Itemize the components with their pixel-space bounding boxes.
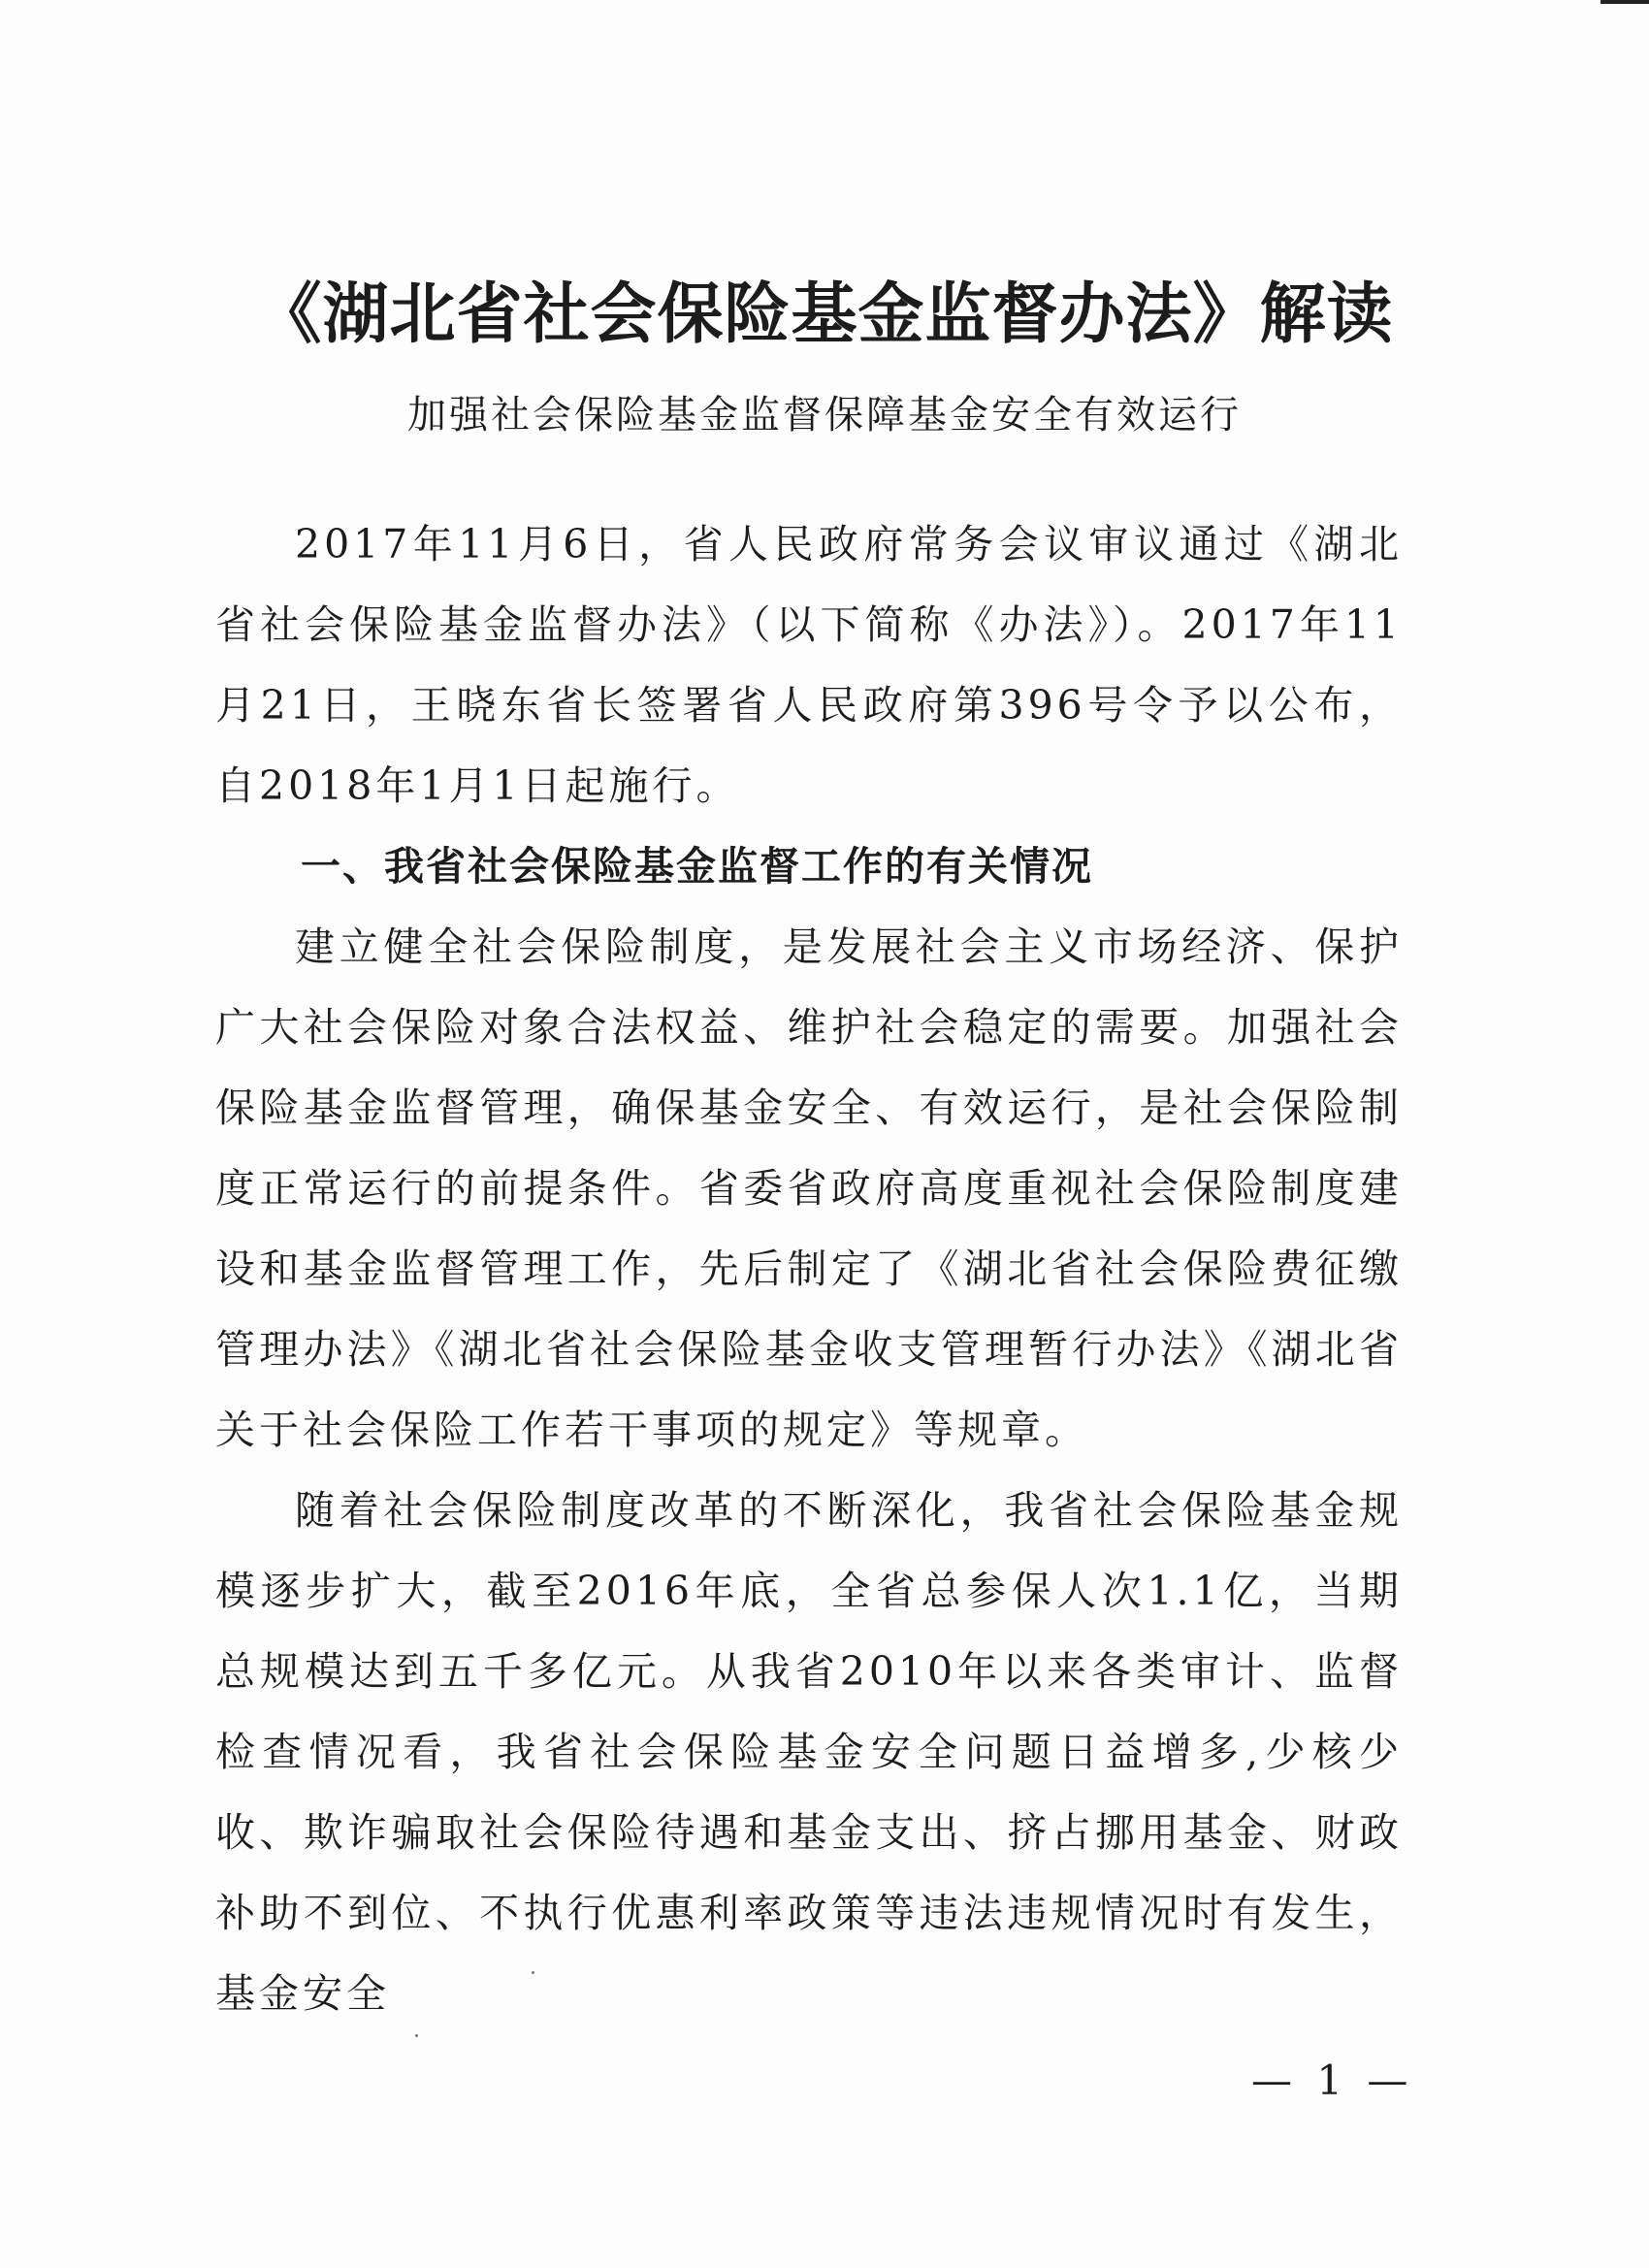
scan-speck — [532, 1971, 534, 1974]
section-heading: 一、我省社会保险基金监督工作的有关情况 — [301, 843, 1093, 890]
section-paragraph: 建立健全社会保险制度，是发展社会主义市场经济、保护广大社会保险对象合法权益、维护社会稳定的需要。加强社会保险基金监督管理，确保基金安全、有效运行，是社会保险制度正常运行的前提条件。省委省政府高度重视社会保险制度建设和基金监督管理工作，先后制定了《湖北省社会保险费征缴管理办法》《湖北省社会保险基金收支管理暂行办法》《湖北省关于社会保险工作若干事项的规定》等规章。 — [215, 923, 1403, 1453]
document-subtitle: 加强社会保险基金监督保障基金安全有效运行 — [407, 393, 1242, 437]
intro-paragraph: 2017年11月6日，省人民政府常务会议审议通过《湖北省社会保险基金监督办法》（以下简称《办法》）。2017年11月21日，王晓东省长签署省人民政府第396号令予以公布，自2018年1月1日起施行。 — [215, 521, 1403, 809]
document-title: 《湖北省社会保险基金监督办法》解读 — [255, 276, 1394, 353]
section-paragraph: 随着社会保险制度改革的不断深化，我省社会保险基金规模逐步扩大，截至2016年底，全省总参保人次1.1亿，当期总规模达到五千多亿元。从我省2010年以来各类审计、监督检查情况看，我省社会保险基金安全问题日益增多,少核少收、欺诈骗取社会保险待遇和基金支出、挤占挪用基金、财政补助不到位、不执行优惠利率政策等违法违规情况时有发生，基金安全 — [215, 1487, 1403, 2017]
document-body — [215, 504, 1403, 2034]
scan-edge-mark — [1600, 0, 1649, 4]
page-number: — 1 — — [1251, 2057, 1414, 2104]
scan-speck — [415, 2034, 418, 2037]
